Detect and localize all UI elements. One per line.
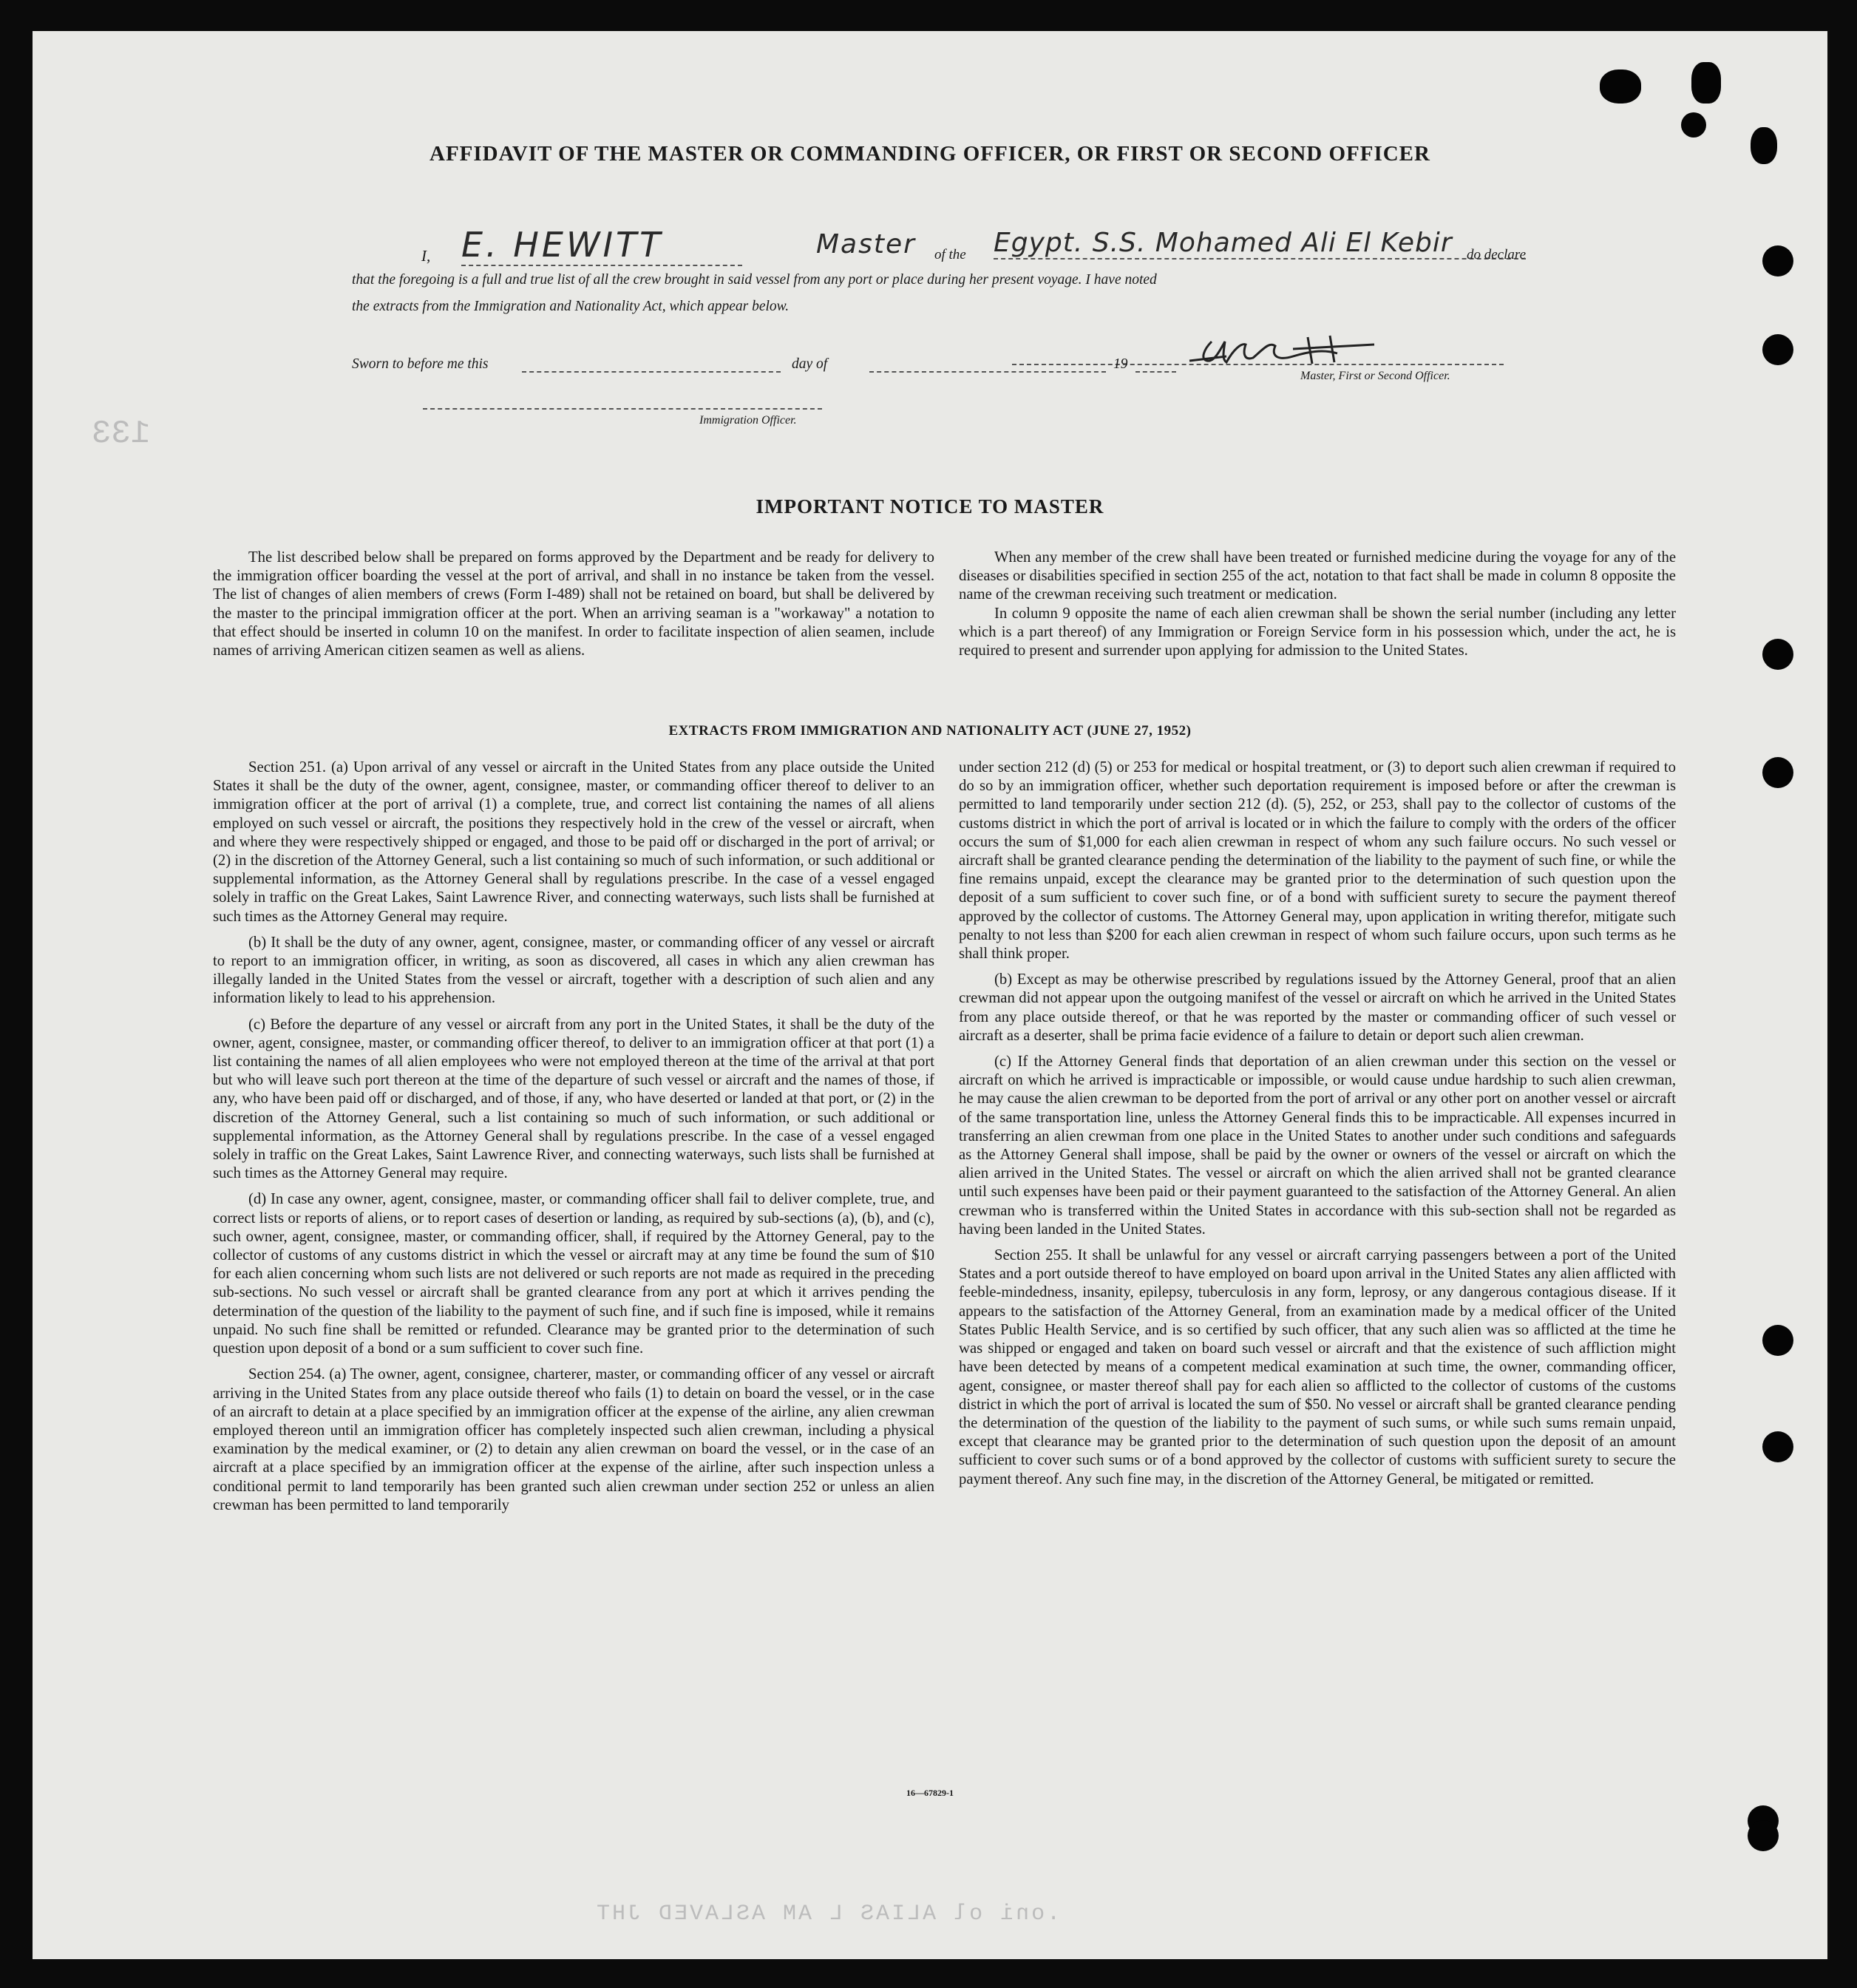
notice-paragraph: When any member of the crew shall have been treated or furnished medicine during the voyage for any of the diseases or disabilities specified in section 255 of the act, notation to that fact shall be made in column 8 opposite the name of the crewman receiving such treatment or medication. bbox=[959, 549, 1676, 603]
section-251d: (d) In case any owner, agent, consignee, master, or commanding officer shall fail to deliver complete, true, and correct lists or reports of aliens, or to report cases of desertion or landing, as required by sub-sections (a), (b), and (c), such owner, agent, consignee, master, or commanding officer, shall, if required by the Attorney General, pay to the collector of customs of any customs district in which the vessel or aircraft may at any time be found the sum of $10 for each alien concerning whom such lists are not delivered or such reports are not made as required in the preceding sub-sections. No such vessel or aircraft shall be granted clearance from any port at which it arrives pending the determination of the question of the liability to the payment of such fine, and if such fine is imposed, while it remains unpaid. No such fine shall be remitted or refunded. Clearance may be granted prior to the determination of such question upon deposit of a bond or a sum sufficient to cover such fine. bbox=[213, 1191, 934, 1357]
punch-hole bbox=[1681, 112, 1706, 138]
punch-hole bbox=[1762, 639, 1793, 670]
affidavit-line-1 bbox=[387, 225, 1541, 269]
punch-hole bbox=[1600, 69, 1641, 104]
i-label: I, bbox=[421, 247, 431, 265]
section-255: Section 255. It shall be unlawful for any vessel or aircraft carrying passengers between a port of the United States and a port outside thereof to have employed on board upon arrival in the United States any alien afflicted with feeble-mindedness, insanity, epilepsy, tuberculosis in any form, leprosy, or any dangerous contagious disease. If it appears to the satisfaction of the Attorney General, from an examination made by a medical officer of the United States Public Health Service, and is so certified by such officer, that any such alien was so afflicted at the time he was shipped or engaged and taken on board such vessel or aircraft and that the existence of such affliction might have been detected by means of a competent medical examination at such time, the owner, commanding officer, agent, consignee, or master thereof shall pay for each alien so afflicted to the collector of customs of the customs district in which the port of arrival is located the sum of $50. No vessel or aircraft shall be granted clearance pending the determination of the question of the liability to the payment of such sums, or while such sums remain unpaid, except that clearance may be granted prior to the determination of such question upon the deposit of an amount sufficient to cover such sums or of a bond approved by the collector of customs with sufficient surety to secure the payment thereof. Any such fine may, in the discretion of the Attorney General, be mitigated or remitted. bbox=[959, 1247, 1676, 1487]
punch-hole bbox=[1762, 1431, 1793, 1462]
declare-label: do declare bbox=[1467, 247, 1527, 262]
bleed-through-mark: 133 bbox=[92, 415, 151, 452]
affidavit-title: AFFIDAVIT OF THE MASTER OR COMMANDING OFFICER, OR FIRST OR SECOND OFFICER bbox=[430, 142, 1430, 166]
section-254c: (c) If the Attorney General finds that deportation of an alien crewman under this section on the vessel or aircraft on which he arrived is impracticable or impossible, or would cause undue hardship to such alien crewman, he may cause the alien crewman to be deported from the port of arrival or any other port on another vessel or aircraft of the same transportation line, unless the Attorney General finds this to be impracticable. All expenses incurred in transferring an alien crewman from one place in the United States to another under such conditions and safeguards as the Attorney General shall impose, shall be paid by the owner or owners of the vessel or aircraft on which the alien arrived in the United States. The vessel or aircraft on which the alien arrived shall not be granted clearance until such expenses have been paid or their payment guaranteed to the satisfaction of the Attorney General. An alien crewman who is transferred within the United States in accordance with this sub-section shall not be regarded as having been landed in the United States. bbox=[959, 1054, 1676, 1238]
notice-paragraph: In column 9 opposite the name of each alien crewman shall be shown the serial number (including any letter which is a part thereof) of any Immigration or Foreign Service form in his possession which, under the act, he is required to present and surrender upon applying for admission to the United States. bbox=[959, 605, 1676, 659]
punch-hole bbox=[1691, 62, 1721, 104]
bleed-through-mark: .oni ol ALIAS L AM ASLAVED JHT bbox=[594, 1902, 1061, 1927]
punch-hole bbox=[1751, 127, 1777, 164]
role-field[interactable]: Master bbox=[816, 229, 916, 259]
of-the-label: of the bbox=[934, 247, 966, 262]
punch-hole bbox=[1762, 1325, 1793, 1356]
notice-paragraph: The list described below shall be prepared on forms approved by the Department and be ready for delivery to the immigration officer boarding the vessel at the port of arrival, and shall in no instance be taken from the vessel. The list of changes of alien members of crews (Form I-489) shall not be retained on board, but shall be delivered by the master to the principal immigration officer at the port. When an arriving seaman is a "workaway" a notation to that effect should be inserted in column 10 on the manifest. In order to facilitate inspection of alien seamen, include names of arriving American citizen seamen as well as aliens. bbox=[213, 549, 934, 659]
section-251b: (b) It shall be the duty of any owner, agent, consignee, master, or commanding officer of any vessel or aircraft to report to an immigration officer, in writing, as soon as discovered, all cases in which any alien crewman has illegally landed in the United States from the vessel or aircraft, together with a description of such alien and any information likely to lead to his apprehension. bbox=[213, 934, 934, 1007]
section-251a: Section 251. (a) Upon arrival of any vessel or aircraft in the United States from any place outside the United States it shall be the duty of the owner, agent, consignee, master, or commanding officer thereof to deliver to an immigration officer at the port of arrival (1) a complete, true, and correct list containing the names of all aliens employed on such vessel or aircraft, the positions they respectively hold in the crew of the vessel or aircraft, when and where they were respectively shipped or engaged, and those to be paid off or discharged in the port of arrival; or (2) in the discretion of the Attorney General, such a list containing so much of such information, or such additional or supplemental information, as the Attorney General shall by regulations prescribe. In the case of a vessel engaged solely in traffic on the Great Lakes, Saint Lawrence River, and connecting waterways, such lists shall be furnished at such times as the Attorney General may require. bbox=[213, 759, 934, 925]
affidavit-line-2: that the foregoing is a full and true list of all the crew brought in said vessel from any port or place during her present voyage. I have noted bbox=[352, 272, 1157, 288]
section-254a: Section 254. (a) The owner, agent, consignee, charterer, master, or commanding officer of any vessel or aircraft arriving in the United States from any place outside thereof who fails (1) to detain on board the vessel, or in the case of an aircraft to detain at a place specified by an immigration officer at the expense of the airline, any alien crewman employed thereon until an immigration officer has completely inspected such alien crewman, including a physical examination by the medical examiner, or (2) to detain any alien crewman on board the vessel, or in the case of an aircraft at a place specified by an immigration officer at the expense of the airline, after such inspection unless a conditional permit to land temporarily has been granted such alien crewman under section 252 or unless an alien crewman has been permitted to land temporarily bbox=[213, 1366, 934, 1513]
officer-name-field[interactable]: E. HEWITT bbox=[461, 225, 742, 266]
sworn-label: Sworn to before me this bbox=[352, 356, 489, 372]
sworn-month-field[interactable] bbox=[869, 371, 1106, 373]
notice-title: IMPORTANT NOTICE TO MASTER bbox=[756, 495, 1104, 518]
section-254a-cont: under section 212 (d) (5) or 253 for medical or hospital treatment, or (3) to deport such alien crewman if required to do so by an immigration officer, whether such deportation requirement is imposed before or after the crewman is permitted to land temporarily under section 212 (d). (5), 252, or 253, shall pay to the collector of customs of the customs district in which the port of arrival is located or in which the failure to comply with the orders of the officer occurs the sum of $1,000 for each alien crewman in respect of whom any such failure occurs. No such vessel or aircraft shall be granted clearance pending the determination of the liability to the payment of such fine, or while the fine remains unpaid, except the clearance may be granted prior to the determination of such question upon the deposit of a sum sufficient to cover such fine, or of a bond with sufficient surety to secure the payment thereof approved by the collector of customs. The Attorney General may, upon application in writing therefor, mitigate such penalty to not less than $200 for each alien crewman in respect of whom such failure occurs, upon such terms as he shall think proper. bbox=[959, 759, 1676, 963]
extracts-title: EXTRACTS FROM IMMIGRATION AND NATIONALITY ACT (JUNE 27, 1952) bbox=[668, 723, 1192, 739]
immigration-officer-line bbox=[423, 405, 822, 442]
form-code: 16—67829-1 bbox=[906, 1788, 954, 1798]
sworn-line bbox=[352, 356, 1202, 386]
section-251c: (c) Before the departure of any vessel or aircraft from any port in the United States, it shall be the duty of the owner, agent, consignee, master, or commanding officer thereof, to deliver to an immigration officer at that port (1) a list containing the names of all alien employees who were not employed thereon at the time of the arrival at that port but who will leave such port thereon at the time of the departure of such vessel or aircraft and the names of those, if any, who have been paid off or discharged, and of those, if any, who have deserted or landed at that port, or (2) in the discretion of the Attorney General, such a list containing so much of such information, or such additional or supplemental information, as the Attorney General shall by regulations prescribe. In the case of a vessel engaged solely in traffic on the Great Lakes, Saint Lawrence River, and connecting waterways, such lists shall be furnished at such times as the Attorney General may require. bbox=[213, 1016, 934, 1182]
vessel-name-field[interactable]: Egypt. S.S. Mohamed Ali El Kebir bbox=[994, 228, 1526, 259]
signature-caption: Master, First or Second Officer. bbox=[1300, 370, 1450, 382]
sworn-year-field[interactable] bbox=[1135, 371, 1176, 373]
day-of-label: day of bbox=[792, 356, 828, 372]
notice-right-column bbox=[959, 549, 1676, 668]
punch-hole bbox=[1762, 245, 1793, 277]
affidavit-line-3: the extracts from the Immigration and Nationality Act, which appear below. bbox=[352, 299, 790, 314]
punch-hole bbox=[1748, 1820, 1779, 1851]
officer-caption: Immigration Officer. bbox=[699, 414, 797, 427]
year-prefix: 19 bbox=[1113, 356, 1128, 372]
extracts-right-column bbox=[959, 759, 1676, 1496]
notice-left-column bbox=[213, 549, 934, 668]
sworn-day-field[interactable] bbox=[522, 371, 781, 373]
document-page bbox=[33, 31, 1827, 1959]
immigration-officer-signature-field[interactable] bbox=[423, 408, 822, 410]
master-signature bbox=[1182, 327, 1433, 374]
extracts-left-column bbox=[213, 759, 934, 1522]
punch-hole bbox=[1762, 334, 1793, 365]
punch-hole bbox=[1762, 757, 1793, 788]
section-254b: (b) Except as may be otherwise prescribed by regulations issued by the Attorney General, proof that an alien crewman did not appear upon the outgoing manifest of the vessel or aircraft on which he arrived in the United States from any place outside thereof, or that he was reported by the master or commanding officer of such vessel or aircraft as a deserter, shall be prima facie evidence of a failure to detain or deport such alien crewman. bbox=[959, 971, 1676, 1044]
